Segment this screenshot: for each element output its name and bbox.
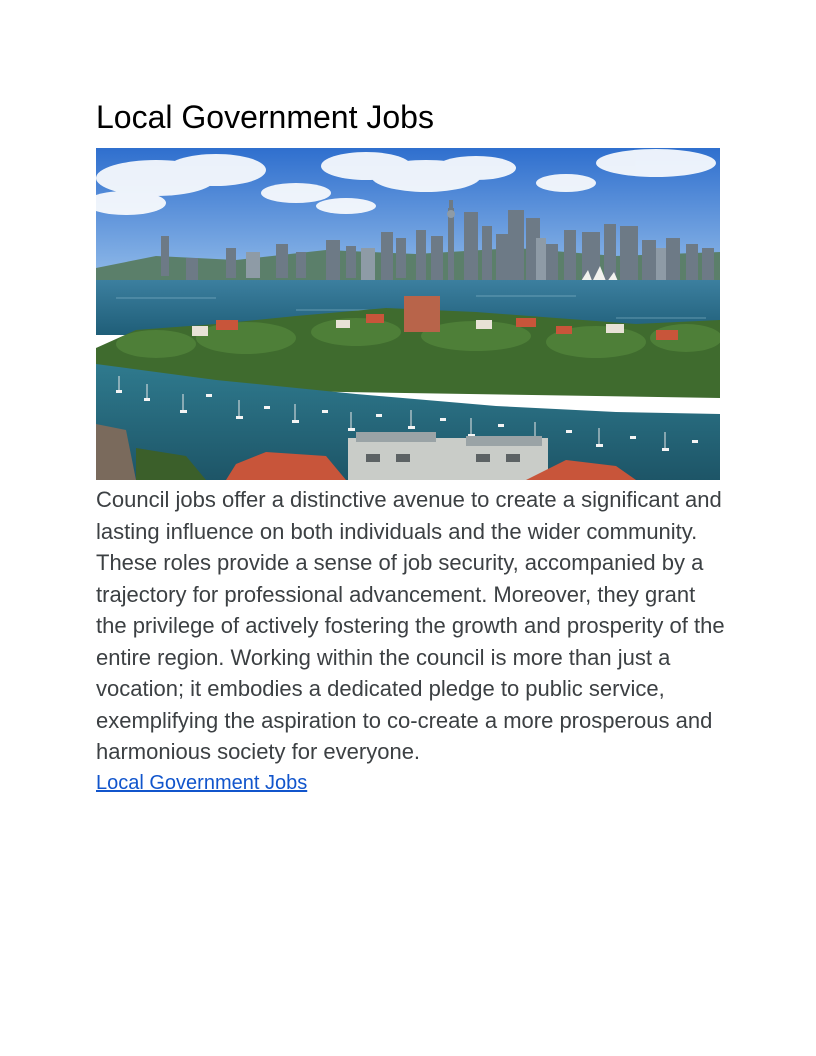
document-page (96, 96, 725, 796)
page-title: Local Government Jobs (96, 99, 434, 135)
local-government-jobs-link[interactable]: Local Government Jobs (96, 771, 308, 794)
harbour-city-skyline-photo (96, 148, 720, 480)
body-paragraph: Council jobs offer a distinctive avenue to create a significant and lasting influence on both individuals and the wider community. These roles provide a sense of job security, accompanied by a trajectory for professional advancement. Moreover, they grant the privilege of actively fostering the growth and prosperity of the entire region. Working within the council is more than just a vocation; it embodies a dedicated pledge to public service, exemplifying the aspiration to co-create a more prosperous and harmonious society for everyone. (96, 487, 725, 764)
